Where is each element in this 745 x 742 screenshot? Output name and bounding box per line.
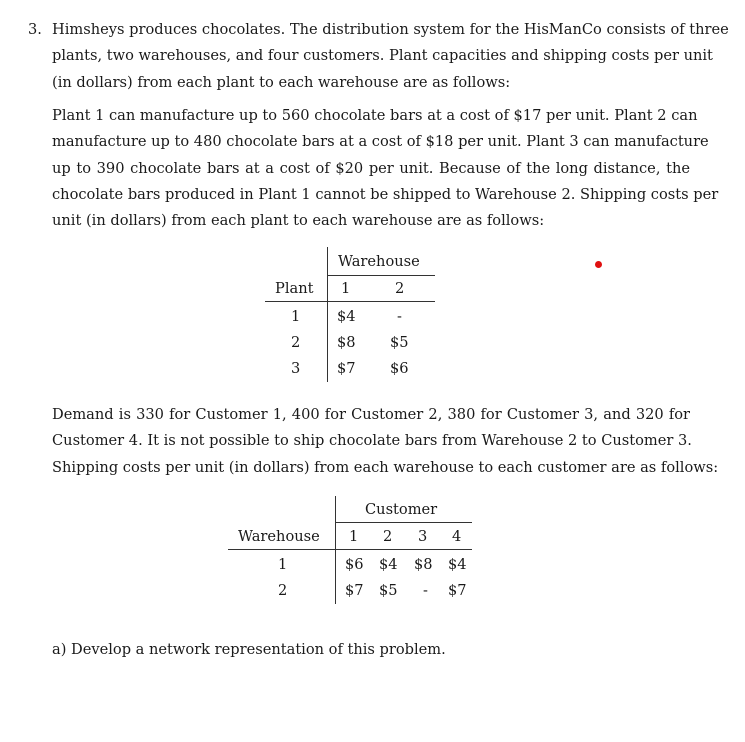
intro-line: Himsheys produces chocolates. The distribution system for the HisManCo consists of three — [52, 21, 729, 38]
table-horizontal-rule — [327, 275, 435, 276]
table-row-label: 1 — [291, 308, 301, 325]
demand-line: Customer 4. It is not possible to ship chocolate bars from Warehouse 2 to Customer 3. — [52, 432, 692, 450]
table-row-label: 3 — [291, 360, 301, 377]
table-cell: $6 — [345, 556, 364, 573]
table-row-header: Plant — [275, 280, 314, 297]
table-row-label: 2 — [278, 582, 288, 599]
table-row-label: 2 — [291, 334, 301, 351]
table-cell: $7 — [345, 582, 364, 599]
part-a: a) Develop a network representation of this problem. — [52, 641, 446, 658]
table-column-header: 3 — [418, 528, 428, 545]
question-number: 3. — [28, 21, 42, 38]
table-horizontal-rule — [265, 301, 435, 302]
table-group-header: Warehouse — [338, 253, 420, 270]
table-cell: $8 — [337, 334, 356, 351]
intro-paragraph — [52, 17, 729, 96]
table-cell: $5 — [390, 334, 409, 351]
table-column-header: 1 — [341, 280, 351, 297]
plant-line: manufacture up to 480 chocolate bars at a cost of $18 per unit. Plant 3 can manufacture — [52, 133, 709, 151]
table-column-header: 1 — [349, 528, 359, 545]
intro-line: plants, two warehouses, and four customers. Plant capacities and shipping costs per unit — [52, 47, 713, 65]
plant-line: Plant 1 can manufacture up to 560 chocolate bars at a cost of $17 per unit. Plant 2 can — [52, 107, 698, 124]
table-cell: $5 — [379, 582, 398, 599]
table-cell: $7 — [448, 582, 467, 599]
plant-line: unit (in dollars) from each plant to each warehouse are as follows: — [52, 212, 545, 230]
table-vertical-rule — [327, 247, 328, 382]
intro-line: (in dollars) from each plant to each warehouse are as follows: — [52, 73, 511, 91]
plant-line: up to 390 chocolate bars at a cost of $20 per unit. Because of the long distance, the — [52, 159, 690, 177]
table-row-header: Warehouse — [238, 528, 320, 545]
plant-line: chocolate bars produced in Plant 1 cannot be shipped to Warehouse 2. Shipping costs per — [52, 185, 719, 203]
table-cell: $4 — [379, 556, 398, 573]
table-column-header: 2 — [383, 528, 393, 545]
table-row-label: 1 — [278, 556, 288, 573]
table-horizontal-rule — [228, 549, 472, 550]
table-column-header: 4 — [452, 528, 462, 545]
demand-paragraph — [52, 402, 719, 481]
table-horizontal-rule — [335, 522, 472, 523]
demand-line: Shipping costs per unit (in dollars) from each warehouse to each customer are as follows: — [52, 458, 719, 476]
table-group-header: Customer — [365, 501, 438, 518]
table-cell: $8 — [414, 556, 433, 573]
table-cell: $7 — [337, 360, 356, 377]
table-cell: $4 — [448, 556, 467, 573]
table-column-header: 2 — [395, 280, 405, 297]
demand-line: Demand is 330 for Customer 1, 400 for Customer 2, 380 for Customer 3, and 320 for — [52, 406, 690, 423]
plant-paragraph — [52, 103, 719, 234]
table-cell: - — [397, 308, 402, 325]
table-cell: - — [423, 582, 428, 599]
annotation-dot — [595, 261, 602, 268]
table-vertical-rule — [335, 496, 336, 604]
table-cell: $4 — [337, 308, 356, 325]
table-cell: $6 — [390, 360, 409, 377]
